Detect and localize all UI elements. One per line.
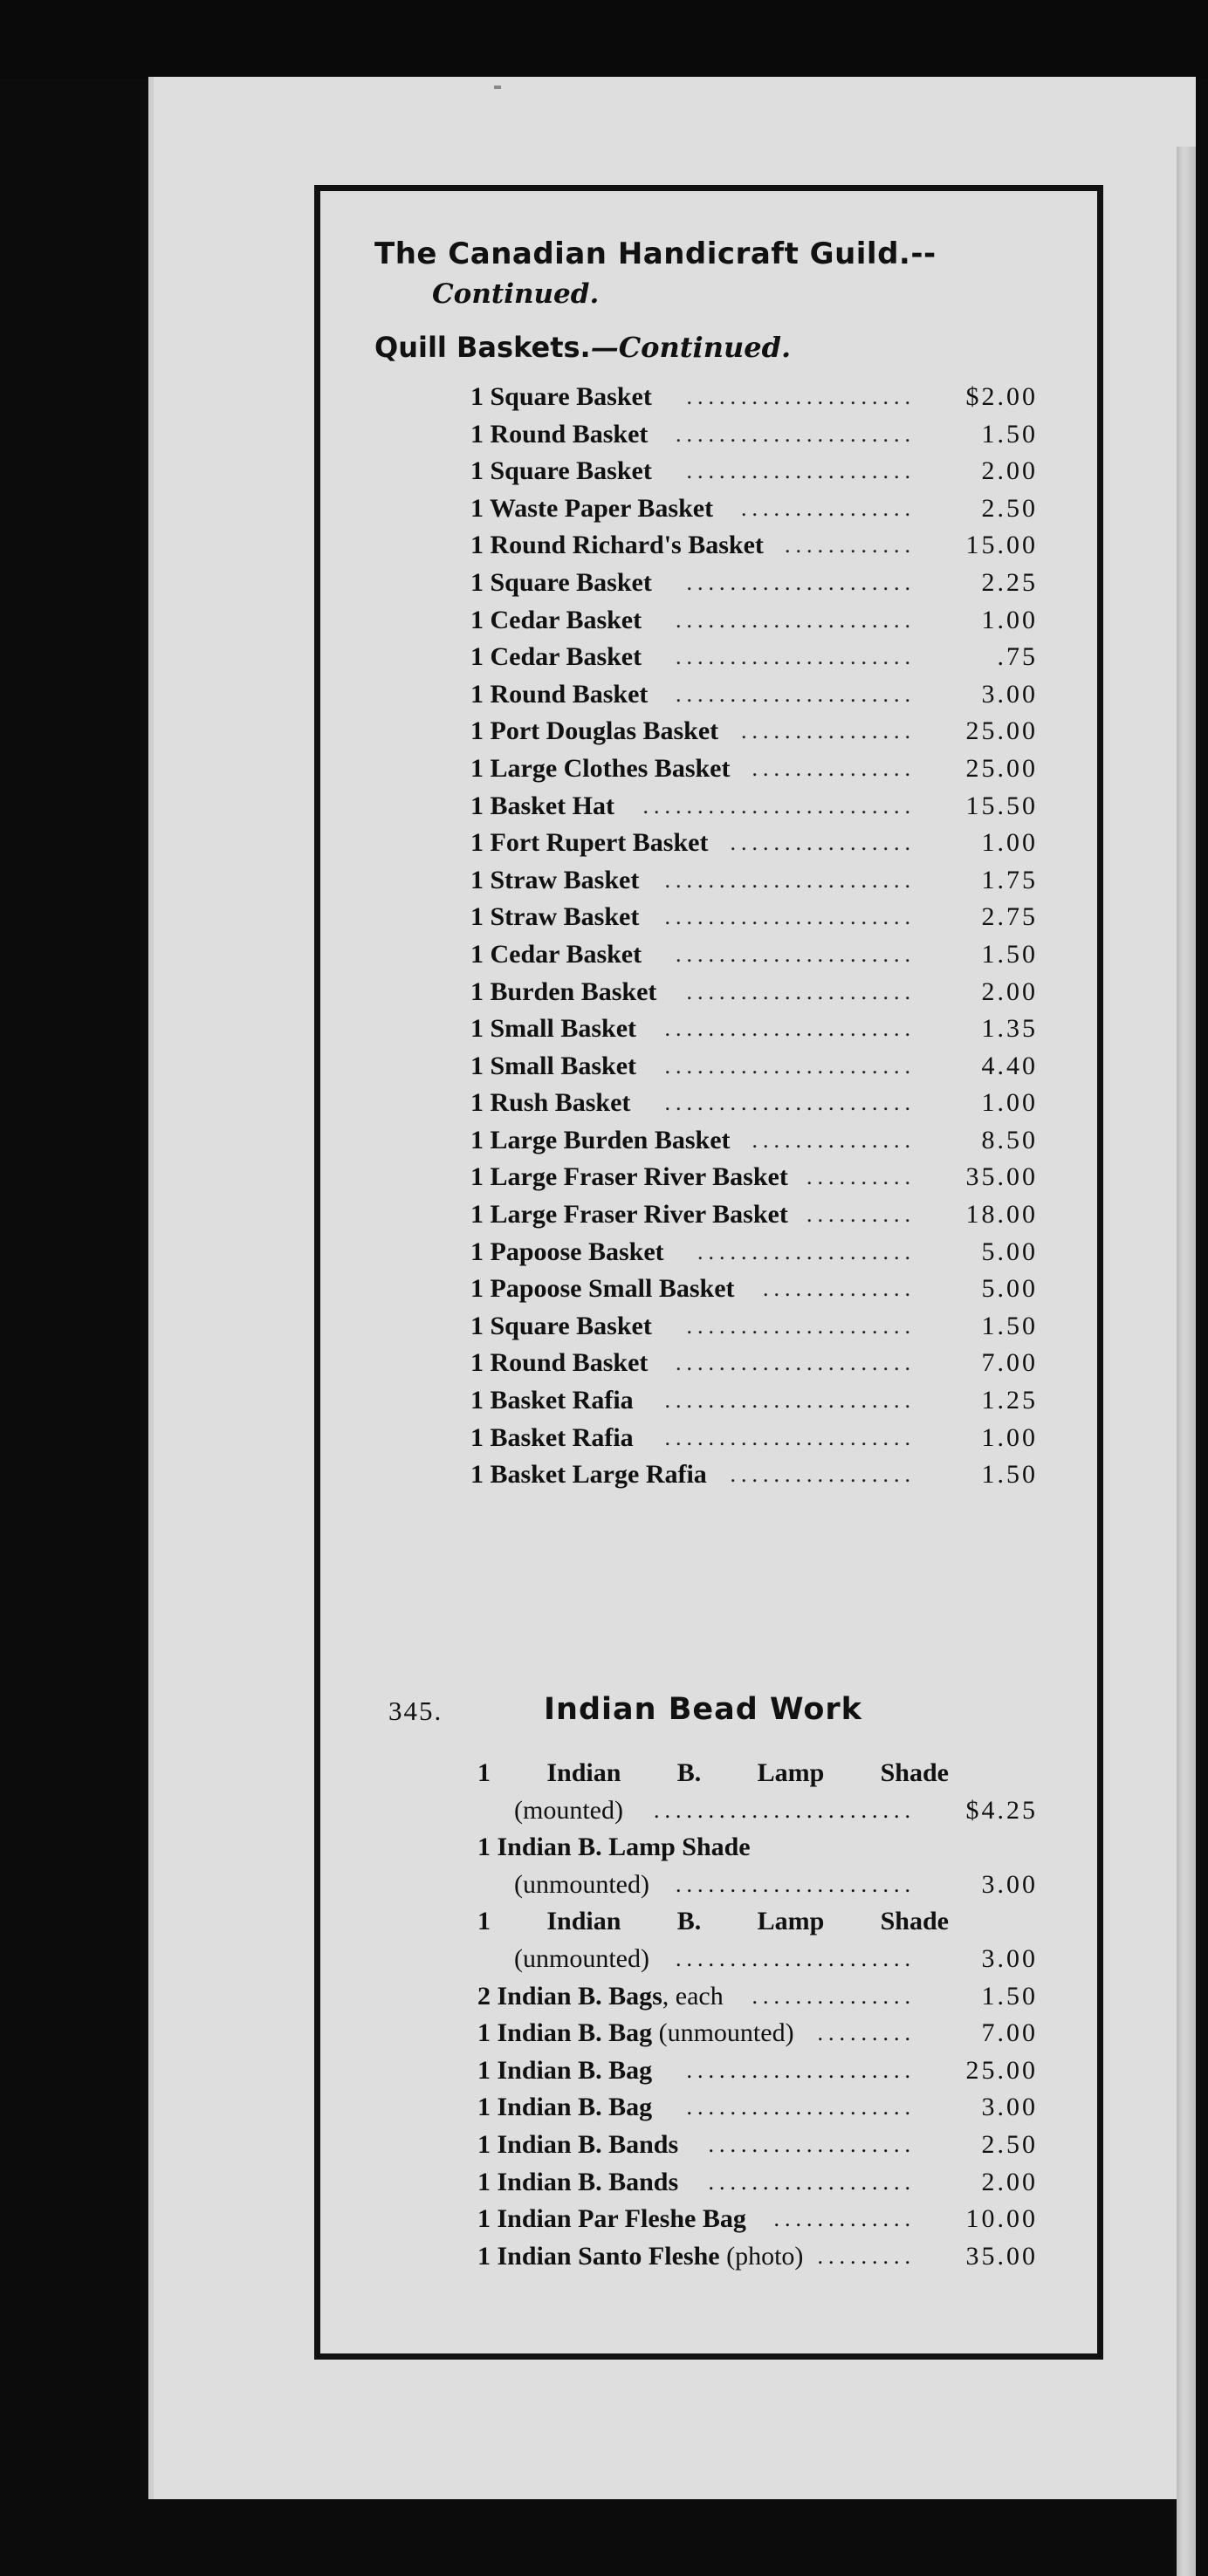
item-description	[477, 1903, 949, 1941]
item-price: 1.00	[981, 605, 1038, 634]
item-description: 1 Papoose Small Basket	[470, 1274, 735, 1304]
leader-dots: ......................	[676, 421, 916, 447]
bead-item-list	[477, 1755, 1038, 2275]
guild-title: The Canadian Handicraft Guild.--	[374, 236, 937, 271]
list-item	[470, 602, 1038, 640]
list-item-line	[477, 1941, 1038, 1978]
item-description: 1 Square Basket	[470, 382, 652, 411]
leader-dots: .....................	[686, 978, 916, 1004]
item-name: 1 Indian B. Bag	[477, 2055, 653, 2085]
list-item	[470, 1382, 1038, 1420]
list-item-line	[477, 1867, 1038, 1904]
item-qualifier: (unmounted)	[514, 1943, 649, 1973]
item-word: Shade	[880, 1907, 949, 1936]
item-price: 10.00	[965, 2204, 1038, 2234]
list-item-line	[477, 1755, 1038, 1792]
leader-dots: .......................	[664, 1424, 916, 1450]
item-price: 1.25	[981, 1386, 1038, 1415]
leader-dots: ..........	[806, 1164, 916, 1190]
leader-dots: ..............	[763, 1276, 916, 1302]
leader-dots: .....................	[686, 2057, 916, 2083]
leader-dots: .............	[773, 2206, 916, 2232]
leader-dots: .......................	[664, 1016, 916, 1042]
list-item	[477, 2238, 1038, 2276]
leader-dots: .........................	[642, 792, 916, 819]
item-word: Indian	[546, 1907, 621, 1936]
leader-dots: ......................	[676, 606, 916, 633]
list-item	[470, 936, 1038, 974]
leader-dots: ......................	[676, 1945, 916, 1971]
item-description: 1 Basket Rafia	[470, 1386, 634, 1415]
list-item	[477, 1978, 1038, 2016]
item-description: 1 Round Richard's Basket	[470, 531, 764, 560]
item-qualifier: (unmounted)	[514, 1869, 649, 1899]
leader-dots: ...............	[752, 755, 916, 781]
leader-dots: ......................	[676, 644, 916, 670]
item-price: 2.25	[981, 567, 1038, 597]
quill-heading-continued: —Continued.	[590, 331, 792, 364]
item-price: 1.50	[981, 1460, 1038, 1490]
item-description: 1 Round Basket	[470, 679, 649, 709]
list-item	[470, 527, 1038, 565]
list-item	[470, 788, 1038, 826]
item-price: 25.00	[965, 716, 1038, 746]
item-price: 1.50	[981, 939, 1038, 969]
item-description: 1 Round Basket	[470, 419, 649, 449]
leader-dots: .....................	[686, 569, 916, 595]
list-item	[470, 379, 1038, 416]
list-item	[470, 1345, 1038, 1382]
item-price: 35.00	[965, 2241, 1038, 2271]
item-price: 2.50	[981, 2129, 1038, 2159]
item-word: 1	[477, 1758, 491, 1787]
item-price: 7.00	[981, 1348, 1038, 1378]
item-price: 3.00	[981, 1869, 1038, 1899]
item-description	[477, 2052, 652, 2090]
leader-dots: .......................	[664, 1387, 916, 1414]
item-description	[477, 2238, 803, 2276]
item-word: Shade	[880, 1758, 949, 1787]
item-description	[477, 1978, 724, 2016]
item-price: 1.50	[981, 419, 1038, 449]
item-price: 2.00	[981, 456, 1038, 486]
item-description: 1 Straw Basket	[470, 902, 640, 932]
item-qualifier: (mounted)	[514, 1795, 623, 1825]
leader-dots: ...............	[752, 1983, 916, 2009]
item-word: Lamp	[757, 1758, 825, 1787]
list-item	[470, 1085, 1038, 1122]
list-item	[470, 862, 1038, 900]
list-item	[470, 490, 1038, 528]
leader-dots: .......................	[664, 904, 916, 930]
list-item	[470, 825, 1038, 862]
catalog-frame	[314, 185, 1103, 2360]
list-item	[470, 1420, 1038, 1457]
item-description: 1 Cedar Basket	[470, 939, 642, 969]
item-description: 1 Square Basket	[470, 567, 652, 597]
quill-baskets-heading	[374, 331, 791, 364]
list-item	[470, 416, 1038, 454]
item-word: B.	[676, 1907, 702, 1936]
item-description	[477, 2127, 678, 2164]
leader-dots: ........................	[654, 1797, 916, 1823]
item-price: 4.40	[981, 1051, 1038, 1080]
item-price: 3.00	[981, 2093, 1038, 2122]
leader-dots: .....................	[686, 2094, 916, 2120]
item-description	[477, 2015, 794, 2052]
leader-dots: ................	[741, 718, 916, 744]
list-item	[470, 565, 1038, 602]
item-price: 2.75	[981, 902, 1038, 932]
item-price: 15.00	[965, 531, 1038, 560]
item-description	[477, 1755, 949, 1792]
item-word: Lamp	[757, 1907, 825, 1936]
item-word: Indian	[546, 1758, 621, 1787]
list-item	[470, 1456, 1038, 1494]
leader-dots: .................	[730, 830, 916, 856]
item-price: 8.50	[981, 1125, 1038, 1154]
item-description: 1 Straw Basket	[470, 865, 640, 894]
list-item	[470, 1196, 1038, 1234]
leader-dots: ................	[741, 495, 916, 521]
item-name: 1 Indian Par Fleshe Bag	[477, 2204, 746, 2234]
item-price: 18.00	[965, 1200, 1038, 1230]
item-name: 1 Indian B. Bag	[477, 2093, 653, 2122]
item-description: 1 Square Basket	[470, 1311, 652, 1340]
leader-dots: ......................	[676, 681, 916, 707]
item-name: 2 Indian B. Bags	[477, 1981, 662, 2011]
leader-dots: .....................	[686, 384, 916, 409]
guild-title-continued: Continued.	[432, 278, 600, 310]
list-item	[470, 453, 1038, 490]
item-description	[477, 2164, 678, 2202]
item-description: 1 Papoose Basket	[470, 1237, 664, 1266]
leader-dots: .....................	[686, 1312, 916, 1339]
item-price: 5.00	[981, 1237, 1038, 1266]
item-price: 1.00	[981, 1422, 1038, 1452]
scan-speck	[494, 86, 501, 89]
item-description: 1 Small Basket	[470, 1051, 637, 1080]
leader-dots: .....................	[686, 458, 916, 484]
leader-dots: .......................	[664, 1052, 916, 1079]
list-item	[470, 1271, 1038, 1308]
list-item	[470, 639, 1038, 676]
item-description: 1 Small Basket	[470, 1014, 637, 1044]
item-description: 1 Burden Basket	[470, 976, 657, 1006]
item-price: 1.50	[981, 1981, 1038, 2011]
leader-dots: .................	[730, 1462, 916, 1488]
item-price: 2.00	[981, 2167, 1038, 2196]
item-description	[477, 2201, 746, 2238]
quill-item-list	[470, 379, 1038, 1494]
item-price: 7.00	[981, 2018, 1038, 2048]
item-price: 25.00	[965, 753, 1038, 783]
list-item-line	[477, 1903, 1038, 1941]
item-description: 1 Rush Basket	[470, 1088, 631, 1118]
item-description: 1 Large Fraser River Basket	[470, 1200, 788, 1230]
leader-dots: .......................	[664, 867, 916, 893]
leader-dots: ..........	[806, 1202, 916, 1228]
item-price: 3.00	[981, 679, 1038, 709]
item-description	[477, 2089, 652, 2127]
item-description: 1 Round Basket	[470, 1348, 649, 1378]
item-price: 25.00	[965, 2055, 1038, 2085]
list-item	[470, 713, 1038, 750]
list-item	[477, 2089, 1038, 2127]
item-extra: (photo)	[719, 2241, 804, 2271]
item-price: 5.00	[981, 1274, 1038, 1304]
list-item	[470, 1048, 1038, 1086]
item-word: B.	[676, 1758, 702, 1787]
item-description: 1 Basket Large Rafia	[470, 1460, 707, 1490]
leader-dots: .........	[817, 2243, 916, 2269]
item-price: 35.00	[965, 1162, 1038, 1192]
item-description: 1 Large Clothes Basket	[470, 753, 731, 783]
list-item	[470, 676, 1038, 714]
leader-dots: .......................	[664, 1090, 916, 1116]
list-item	[470, 899, 1038, 936]
item-price: 1.50	[981, 1311, 1038, 1340]
list-item	[470, 750, 1038, 788]
item-price: 2.50	[981, 493, 1038, 523]
list-item	[470, 1122, 1038, 1160]
list-item	[470, 1234, 1038, 1271]
page-edge	[1177, 147, 1196, 2576]
item-name: 1 Indian B. Bands	[477, 2167, 679, 2196]
leader-dots: ......................	[676, 941, 916, 967]
list-item	[470, 1159, 1038, 1196]
item-price: .75	[997, 642, 1038, 672]
item-description: 1 Cedar Basket	[470, 642, 642, 672]
list-item-line	[477, 1829, 1038, 1867]
item-description: 1 Basket Rafia	[470, 1422, 634, 1452]
item-description: 1 Large Fraser River Basket	[470, 1162, 788, 1192]
list-item	[477, 2127, 1038, 2164]
leader-dots: ...................	[708, 2168, 916, 2195]
item-description: 1 Cedar Basket	[470, 605, 642, 634]
list-item	[470, 974, 1038, 1011]
item-name: 1 Indian B. Bands	[477, 2129, 679, 2159]
item-word: 1	[477, 1907, 491, 1936]
list-item	[470, 1011, 1038, 1048]
quill-heading-text: Quill Baskets.	[374, 331, 591, 364]
item-price: 1.35	[981, 1014, 1038, 1044]
item-description: 1 Indian B. Lamp Shade	[477, 1833, 751, 1862]
item-price: 3.00	[981, 1943, 1038, 1973]
list-item	[477, 2164, 1038, 2202]
list-item-line	[477, 1792, 1038, 1830]
leader-dots: ......................	[676, 1350, 916, 1376]
item-price: 1.00	[981, 828, 1038, 858]
section-number: 345.	[388, 1696, 443, 1726]
leader-dots: ......................	[676, 1871, 916, 1897]
item-extra: , each	[662, 1981, 724, 2011]
list-item	[477, 2015, 1038, 2052]
item-description: 1 Fort Rupert Basket	[470, 828, 709, 858]
item-price: $4.25	[965, 1795, 1038, 1825]
scan-backdrop	[0, 0, 1208, 79]
item-price: $2.00	[965, 382, 1038, 411]
bead-work-heading: Indian Bead Work	[544, 1692, 862, 1727]
list-item	[470, 1308, 1038, 1346]
item-name: 1 Indian B. Bag	[477, 2018, 653, 2048]
item-description: 1 Square Basket	[470, 456, 652, 486]
item-description: 1 Port Douglas Basket	[470, 716, 719, 746]
item-name: 1 Indian Santo Fleshe	[477, 2241, 720, 2271]
leader-dots: ....................	[697, 1238, 916, 1264]
leader-dots: ...................	[708, 2131, 916, 2157]
leader-dots: ...............	[752, 1127, 916, 1153]
item-price: 2.00	[981, 976, 1038, 1006]
leader-dots: .........	[817, 2020, 916, 2046]
item-description: 1 Large Burden Basket	[470, 1125, 731, 1154]
item-price: 1.75	[981, 865, 1038, 894]
item-description: 1 Basket Hat	[470, 791, 614, 820]
leader-dots: ............	[785, 532, 916, 558]
item-description: 1 Waste Paper Basket	[470, 493, 714, 523]
item-extra: (unmounted)	[652, 2018, 794, 2048]
item-price: 15.50	[965, 791, 1038, 820]
item-price: 1.00	[981, 1088, 1038, 1118]
list-item	[477, 2052, 1038, 2090]
list-item	[477, 2201, 1038, 2238]
